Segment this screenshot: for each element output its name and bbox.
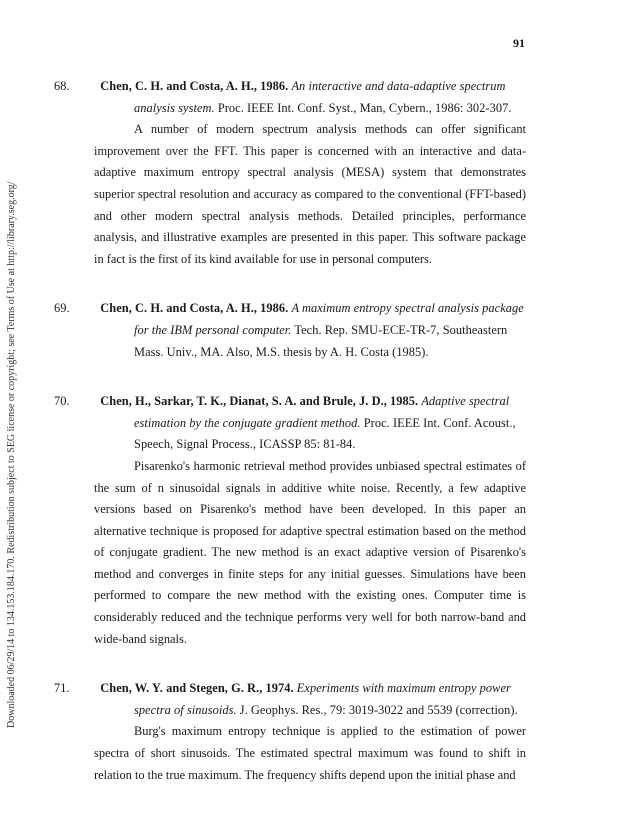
abstract: Pisarenko's harmonic retrieval method provides unbiased spectral estimates of the sum of n sinusoidal signals in additive white noise. Recently, a few adaptive versions based on Pisarenko's method have been developed. In this paper an alternative technique is proposed for adaptive spectral estimation based on the method of conjugate gradient. The new method is an exact adaptive version of Pisarenko's method and converges in finite steps for any initial guesses. Simulations have been performed to compare the new method with the existing ones. Computer time is considerably reduced and the technique performs very well for both narrow-band and wide-band signals. [94, 458, 526, 646]
authors: Chen, C. H. and Costa, A. H., 1986. [100, 79, 289, 93]
reference-list [54, 76, 526, 814]
publication-source: J. Geophys. Res., 79: 3019-3022 and 5539 (correction). [239, 702, 518, 717]
download-notice: Downloaded 06/29/14 to 134.153.184.170. Redistribution subject to SEG license or copyright; see Terms of Use at http://library.seg.org/ [6, 181, 17, 728]
reference-entry-70 [54, 391, 526, 650]
citation: 71. Chen, W. Y. and Stegen, G. R., 1974. Experiments with maximum entropy power spectra of sinusoids. J. Geophys. Res., 79: 3019-3022 and 5539 (correction). [54, 681, 518, 717]
authors: Chen, H., Sarkar, T. K., Dianat, S. A. and Brule, J. D., 1985. [100, 394, 419, 409]
publication-source: Proc. IEEE Int. Conf. Acoust., Speech, Signal Process., ICASSP 85: 81-84. [134, 415, 516, 452]
abstract: A number of modern spectrum analysis methods can offer significant improvement over the FFT. This paper is concerned with an interactive and data-adaptive maximum entropy spectral analysis (MESA) system that demonstrates superior spectral resolution and accuracy as compared to the conventional (FFT-based) and other modern spectral analysis methods. Detailed principles, performance analysis, and illustrative examples are presented in this paper. This software package in fact is the first of its kind available for use in personal computers. [94, 122, 526, 266]
reference-entry-69 [54, 298, 526, 363]
paper-title: Experiments with maximum entropy power spectra of sinusoids. [134, 681, 511, 717]
citation: 70. Chen, H., Sarkar, T. K., Dianat, S. A. and Brule, J. D., 1985. Adaptive spectral estimation by the conjugate gradient method. Proc. IEEE Int. Conf. Acoust., Speech, Signal Process., ICASSP 85: 81-84. [54, 394, 516, 452]
citation: 68. Chen, C. H. and Costa, A. H., 1986. An interactive and data-adaptive spectrum analysis system. Proc. IEEE Int. Conf. Syst., Man, Cybern., 1986: 302-307. [54, 79, 512, 115]
publication-source: Proc. IEEE Int. Conf. Syst., Man, Cybern., 1986: 302-307. [217, 100, 512, 115]
paper-title: Adaptive spectral estimation by the conjugate gradient method. [134, 394, 510, 430]
page-number: 91 [513, 36, 525, 50]
citation: 69. Chen, C. H. and Costa, A. H., 1986. A maximum entropy spectral analysis package for the IBM personal computer. Tech. Rep. SMU-ECE-TR-7, Southeastern Mass. Univ., MA. Also, M.S. thesis by A. H. Costa (1985). [54, 301, 524, 359]
abstract: Burg's maximum entropy technique is applied to the estimation of power spectra of short sinusoids. The estimated spectral maximum was found to shift in relation to the true maximum. The frequency shifts depend upon the initial phase and [94, 724, 526, 782]
authors: Chen, W. Y. and Stegen, G. R., 1974. [100, 681, 294, 696]
authors: Chen, C. H. and Costa, A. H., 1986. [100, 301, 289, 316]
paper-title: A maximum entropy spectral analysis package for the IBM personal computer. [134, 301, 524, 337]
paper-title: An interactive and data-adaptive spectrum analysis system. [134, 79, 506, 115]
publication-source: Tech. Rep. SMU-ECE-TR-7, Southeastern Mass. Univ., MA. Also, M.S. thesis by A. H. Costa (1985). [134, 322, 508, 359]
reference-entry-71 [54, 678, 526, 786]
reference-entry-68 [54, 76, 526, 270]
